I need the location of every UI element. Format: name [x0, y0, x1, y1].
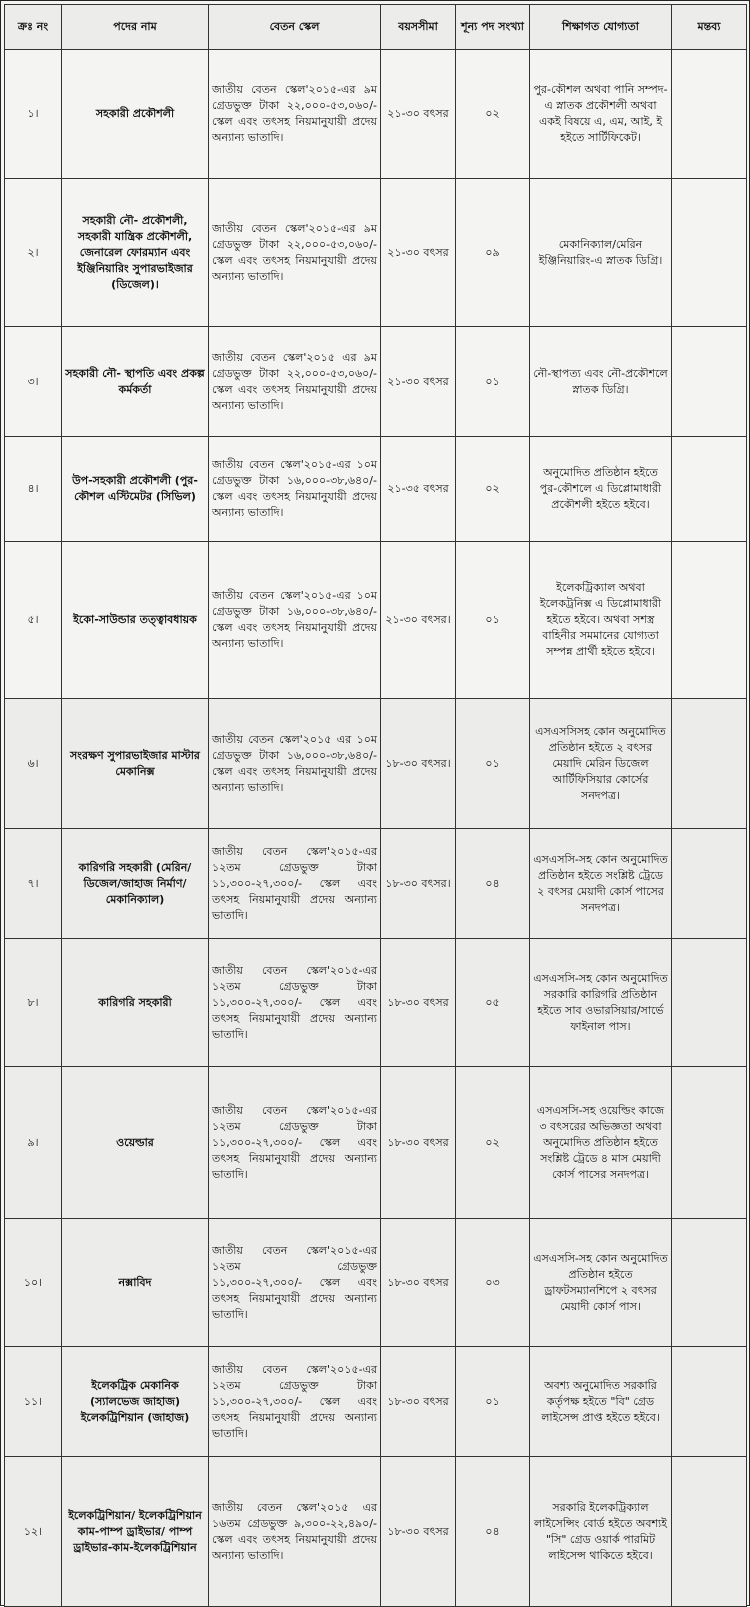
post-cell: ওয়েল্ডার [62, 1067, 209, 1219]
remarks-cell [672, 1067, 747, 1219]
remarks-cell [672, 939, 747, 1067]
header-age-limit: বয়সসীমা [381, 5, 456, 50]
header-serial: ক্রঃ নং [5, 5, 62, 50]
table-row [5, 1219, 747, 1347]
header-pay-scale: বেতন স্কেল [209, 5, 381, 50]
serial-cell: ৯। [5, 1067, 62, 1219]
age-limit-cell: ১৮-৩০ বৎসর [381, 1347, 456, 1457]
serial-cell: ৬। [5, 699, 62, 829]
pay-scale-cell: জাতীয় বেতন স্কেল'২০১৫ এর ১০ম গ্রেডভুক্ত টাকা ১৬,০০০-৩৮,৬৪০/- স্কেল এবং তৎসহ নিয়মানুযায়ী প্রদেয় অন্যান্য ভাতাদি। [209, 699, 381, 829]
serial-cell: ১০। [5, 1219, 62, 1347]
age-limit-cell: ১৮-৩০ বৎসর। [381, 829, 456, 939]
pay-scale-cell: জাতীয় বেতন স্কেল'২০১৫-এর ১০ম গ্রেডভুক্ত টাকা ১৬,০০০-৩৮,৬৪০/- স্কেল এবং তৎসহ নিয়মানুযায়ী প্রদেয় অন্যান্য ভাতাদি। [209, 437, 381, 542]
post-cell: সংরক্ষণ সুপারভাইজার মাস্টার মেকানিক্স [62, 699, 209, 829]
post-cell: সহকারী নৌ- প্রকৌশলী, সহকারী যান্ত্রিক প্রকৌশলী, জেনারেল ফোরম্যান এবং ইঞ্জিনিয়ারিং সুপারভাইজার (ডিজেল)। [62, 179, 209, 327]
post-cell: ইলেকট্রিশিয়ান/ ইলেকট্রিশিয়ান কাম-পাম্প ড্রাইভার/ পাম্প ড্রাইভার-কাম-ইলেকট্রিশিয়ান [62, 1457, 209, 1607]
pay-scale-cell: জাতীয় বেতন স্কেল'২০১৫-এর ১০ম গ্রেডভুক্ত টাকা ১৬,০০০-৩৮,৬৪০/- স্কেল এবং তৎসহ নিয়মানুযায়ী প্রদেয় অন্যান্য ভাতাদি। [209, 542, 381, 699]
table-row [5, 1347, 747, 1457]
qualification-cell: এসএসসি-সহ কোন অনুমোদিত প্রতিষ্ঠান হইতে সংশ্লিষ্ট ট্রেডে ২ বৎসর মেয়াদী কোর্স পাসের সনদপত্র। [530, 829, 672, 939]
pay-scale-cell: জাতীয় বেতন স্কেল'২০১৫-এর ৯ম গ্রেডভুক্ত টাকা ২২,০০০-৫৩,০৬০/- স্কেল এবং তৎসহ নিয়মানুযায়ী প্রদেয় অন্যান্য ভাতাদি। [209, 50, 381, 179]
serial-cell: ৪। [5, 437, 62, 542]
table-row [5, 327, 747, 437]
header-post: পদের নাম [62, 5, 209, 50]
vacancies-cell: ০১ [456, 699, 530, 829]
qualification-cell: অবশ্য অনুমোদিত সরকারি কর্তৃপক্ষ হইতে "বি" গ্রেড লাইসেন্স প্রাপ্ত হইতে হইবে। [530, 1347, 672, 1457]
remarks-cell [672, 327, 747, 437]
age-limit-cell: ১৮-৩০ বৎসর [381, 1457, 456, 1607]
age-limit-cell: ২১-৩০ বৎসর [381, 179, 456, 327]
qualification-cell: ইলেকট্রিক্যাল অথবা ইলেকট্রনিক্স এ ডিপ্লোমাধারী হইতে হইবে। অথবা সশস্ত্র বাহিনীর সমমানের যোগ্যতা সম্পন্ন প্রার্থী হইতে হইবে। [530, 542, 672, 699]
remarks-cell [672, 179, 747, 327]
vacancy-table [4, 4, 747, 1607]
age-limit-cell: ১৮-৩০ বৎসর। [381, 699, 456, 829]
table-row [5, 50, 747, 179]
age-limit-cell: ২১-৩৫ বৎসর [381, 437, 456, 542]
table-row [5, 1067, 747, 1219]
serial-cell: ৮। [5, 939, 62, 1067]
age-limit-cell: ২১-৩০ বৎসর। [381, 542, 456, 699]
remarks-cell [672, 1457, 747, 1607]
qualification-cell: এসএসসি-সহ কোন অনুমোদিত প্রতিষ্ঠান হইতে ড্রাফটসম্যানশিপে ২ বৎসর মেয়াদী কোর্স পাস। [530, 1219, 672, 1347]
pay-scale-cell: জাতীয় বেতন স্কেল'২০১৫-এর ১২তম গ্রেডভুক্ত ১১,৩০০-২৭,৩০০/- স্কেল এবং তৎসহ নিয়মানুযায়ী প্রদেয় অন্যান্য ভাতাদি। [209, 1219, 381, 1347]
age-limit-cell: ১৮-৩০ বৎসর [381, 1219, 456, 1347]
remarks-cell [672, 829, 747, 939]
vacancies-cell: ০৪ [456, 1457, 530, 1607]
vacancies-cell: ০৫ [456, 939, 530, 1067]
vacancies-cell: ০১ [456, 327, 530, 437]
table-row [5, 829, 747, 939]
table-row [5, 437, 747, 542]
qualification-cell: এসএসসিসহ কোন অনুমোদিত প্রতিষ্ঠান হইতে ২ বৎসর মেয়াদি মেরিন ডিজেল আর্টিফিসিয়ার কোর্সের সনদপত্র। [530, 699, 672, 829]
vacancies-cell: ০১ [456, 542, 530, 699]
pay-scale-cell: জাতীয় বেতন স্কেল'২০১৫ এর ১৬তম গ্রেডভুক্ত ৯,৩০০-২২,৪৯০/- স্কেল এবং তৎসহ নিয়মানুযায়ী প্রদেয় অন্যান্য ভাতাদি। [209, 1457, 381, 1607]
pay-scale-cell: জাতীয় বেতন স্কেল'২০১৫ এর ৯ম গ্রেডভুক্ত টাকা ২২,০০০-৫৩,০৬০/- স্কেল এবং তৎসহ নিয়মানুযায়ী প্রদেয় অন্যান্য ভাতাদি। [209, 327, 381, 437]
vacancies-cell: ০৩ [456, 1219, 530, 1347]
post-cell: ইলেকট্রিক মেকানিক (স্যালভেজ জাহাজ) ইলেকট্রিশিয়ান (জাহাজ) [62, 1347, 209, 1457]
header-vacancies: শূন্য পদ সংখ্যা [456, 5, 530, 50]
pay-scale-cell: জাতীয় বেতন স্কেল'২০১৫-এর ৯ম গ্রেডভুক্ত টাকা ২২,০০০-৫৩,০৬০/- স্কেল এবং তৎসহ নিয়মানুযায়ী প্রদেয় অন্যান্য ভাতাদি। [209, 179, 381, 327]
vacancies-cell: ০১ [456, 1347, 530, 1457]
header-qualification: শিক্ষাগত যোগ্যতা [530, 5, 672, 50]
age-limit-cell: ২১-৩০ বৎসর [381, 327, 456, 437]
post-cell: উপ-সহকারী প্রকৌশলী (পুর-কৌশল এস্টিমেটর (সিভিল) [62, 437, 209, 542]
table-header-row [5, 5, 747, 50]
post-cell: কারিগরি সহকারী (মেরিন/ ডিজেল/জাহাজ নির্মাণ/মেকানিক্যাল) [62, 829, 209, 939]
age-limit-cell: ১৮-৩০ বৎসর [381, 939, 456, 1067]
qualification-cell: সরকারি ইলেকট্রিক্যাল লাইসেন্সিং বোর্ড হইতে অবশ্যই "সি" গ্রেড ওয়ার্ক পারমিট লাইসেন্স থাকিতে হইবে। [530, 1457, 672, 1607]
post-cell: ইকো-সাউন্ডার তত্ত্বাবধায়ক [62, 542, 209, 699]
post-cell: নক্সাবিদ [62, 1219, 209, 1347]
serial-cell: ২। [5, 179, 62, 327]
qualification-cell: নৌ-স্থাপত্য এবং নৌ-প্রকৌশলে স্নাতক ডিগ্রি। [530, 327, 672, 437]
serial-cell: ৩। [5, 327, 62, 437]
pay-scale-cell: জাতীয় বেতন স্কেল'২০১৫-এর ১২তম গ্রেডভুক্ত টাকা ১১,৩০০-২৭,৩০০/- স্কেল এবং তৎসহ নিয়মানুযায়ী প্রদেয় অন্যান্য ভাতাদি। [209, 829, 381, 939]
table-row [5, 939, 747, 1067]
table-row [5, 1457, 747, 1607]
pay-scale-cell: জাতীয় বেতন স্কেল'২০১৫-এর ১২তম গ্রেডভুক্ত টাকা ১১,৩০০-২৭,৩০০/- স্কেল এবং তৎসহ নিয়মানুযায়ী প্রদেয় অন্যান্য ভাতাদি। [209, 1067, 381, 1219]
qualification-cell: অনুমোদিত প্রতিষ্ঠান হইতে পুর-কৌশলে এ ডিপ্লোমাধারী প্রকৌশলী হইতে হইবে। [530, 437, 672, 542]
header-remarks: মন্তব্য [672, 5, 747, 50]
qualification-cell: মেকানিক্যাল/মেরিন ইঞ্জিনিয়ারিং-এ স্নাতক ডিগ্রি। [530, 179, 672, 327]
remarks-cell [672, 1219, 747, 1347]
qualification-cell: পুর-কৌশল অথবা পানি সম্পদ-এ স্নাতক প্রকৌশলী অথবা একই বিষয়ে এ, এম, আই, ই হইতে সার্টিফিকেট। [530, 50, 672, 179]
serial-cell: ১২। [5, 1457, 62, 1607]
remarks-cell [672, 437, 747, 542]
table-row [5, 699, 747, 829]
remarks-cell [672, 542, 747, 699]
serial-cell: ৫। [5, 542, 62, 699]
remarks-cell [672, 50, 747, 179]
serial-cell: ৭। [5, 829, 62, 939]
pay-scale-cell: জাতীয় বেতন স্কেল'২০১৫-এর ১২তম গ্রেডভুক্ত টাকা ১১,৩০০-২৭,৩০০/- স্কেল এবং তৎসহ নিয়মানুযায়ী প্রদেয় অন্যান্য ভাতাদি। [209, 1347, 381, 1457]
vacancies-cell: ০৪ [456, 829, 530, 939]
age-limit-cell: ১৮-৩০ বৎসর [381, 1067, 456, 1219]
remarks-cell [672, 699, 747, 829]
qualification-cell: এসএসসি-সহ ওয়েল্ডিং কাজে ৩ বৎসরের অভিজ্ঞতা অথবা অনুমোদিত প্রতিষ্ঠান হইতে সংশ্লিষ্ট ট্রেডে ৪ মাস মেয়াদী কোর্স পাসের সনদপত্র। [530, 1067, 672, 1219]
table-row [5, 179, 747, 327]
post-cell: সহকারী প্রকৌশলী [62, 50, 209, 179]
vacancies-cell: ০২ [456, 1067, 530, 1219]
age-limit-cell: ২১-৩০ বৎসর [381, 50, 456, 179]
table-row [5, 542, 747, 699]
post-cell: সহকারী নৌ- স্থাপতি এবং প্রকল্প কর্মকর্তা [62, 327, 209, 437]
vacancies-cell: ০২ [456, 50, 530, 179]
remarks-cell [672, 1347, 747, 1457]
vacancies-cell: ০৯ [456, 179, 530, 327]
vacancies-cell: ০২ [456, 437, 530, 542]
post-cell: কারিগরি সহকারী [62, 939, 209, 1067]
serial-cell: ১১। [5, 1347, 62, 1457]
serial-cell: ১। [5, 50, 62, 179]
qualification-cell: এসএসসি-সহ কোন অনুমোদিত সরকারি কারিগরি প্রতিষ্ঠান হইতে সাব ওভারসিয়ার/সার্ভে ফাইনাল পাস। [530, 939, 672, 1067]
pay-scale-cell: জাতীয় বেতন স্কেল'২০১৫-এর ১২তম গ্রেডভুক্ত টাকা ১১,৩০০-২৭,৩০০/- স্কেল এবং তৎসহ নিয়মানুযায়ী প্রদেয় অন্যান্য ভাতাদি। [209, 939, 381, 1067]
